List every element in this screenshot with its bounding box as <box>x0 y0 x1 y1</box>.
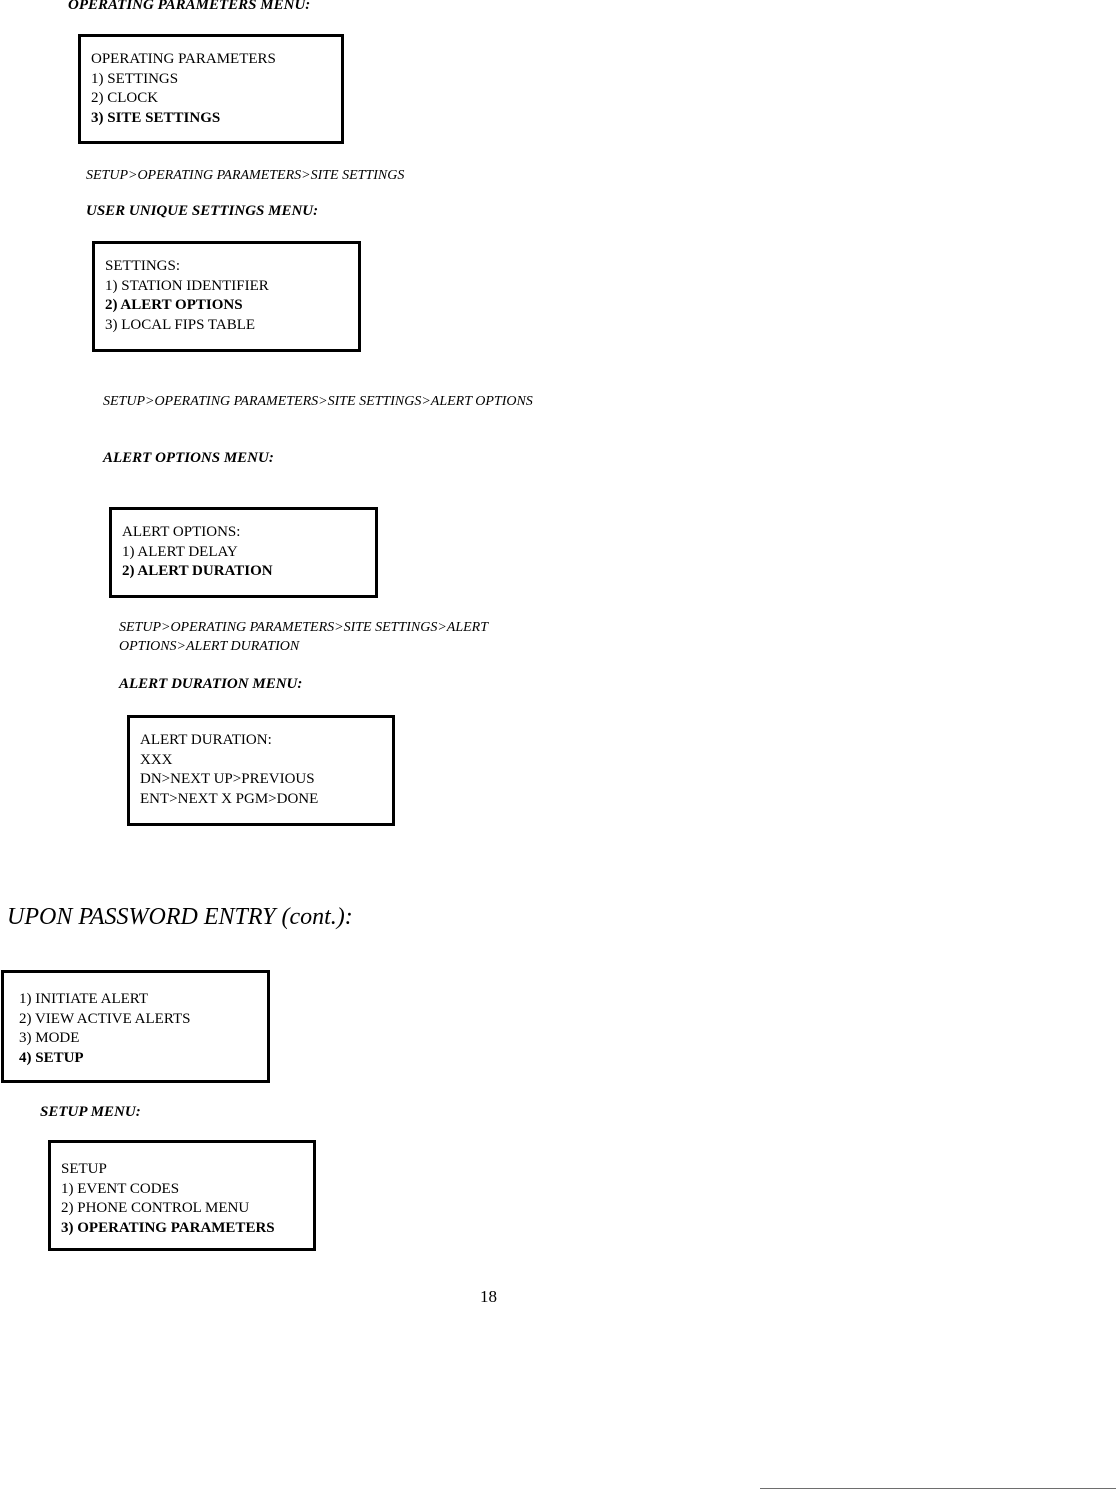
alert-options-breadcrumb <box>119 618 488 656</box>
operating-parameters-breadcrumb: SETUP>OPERATING PARAMETERS>SITE SETTINGS <box>86 168 405 183</box>
menu-line: ALERT OPTIONS: <box>122 524 241 540</box>
bottom-rule <box>760 1488 1116 1489</box>
user-unique-settings-menu-box <box>92 241 361 352</box>
page-number: 18 <box>480 1287 497 1306</box>
menu-line: XXX <box>140 751 173 768</box>
password-entry-title: UPON PASSWORD ENTRY (cont.): <box>7 904 353 930</box>
menu-line: 2) VIEW ACTIVE ALERTS <box>19 1010 191 1027</box>
operating-parameters-menu-heading: OPERATING PARAMETERS MENU: <box>68 0 311 13</box>
alert-options-breadcrumb-line-2: OPTIONS>ALERT DURATION <box>119 639 300 654</box>
menu-line: SETTINGS: <box>105 258 180 274</box>
alert-options-menu-heading: ALERT OPTIONS MENU: <box>103 450 274 466</box>
user-unique-settings-menu-heading: USER UNIQUE SETTINGS MENU: <box>86 203 319 219</box>
menu-line: ALERT DURATION: <box>140 732 272 748</box>
menu-line: 1) INITIATE ALERT <box>19 991 149 1007</box>
menu-item-selected: 2) ALERT DURATION <box>122 563 273 579</box>
alert-options-menu-box <box>109 507 378 598</box>
menu-line: 1) ALERT DELAY <box>122 543 238 560</box>
setup-menu-heading: SETUP MENU: <box>40 1104 141 1120</box>
user-unique-settings-breadcrumb: SETUP>OPERATING PARAMETERS>SITE SETTINGS>ALERT OPTIONS <box>103 394 533 409</box>
setup-menu-box <box>48 1140 316 1251</box>
menu-line: 2) CLOCK <box>91 90 159 106</box>
menu-line: 2) PHONE CONTROL MENU <box>61 1200 250 1216</box>
operating-parameters-menu-box <box>78 34 344 144</box>
menu-line: ENT>NEXT X PGM>DONE <box>140 790 319 807</box>
menu-item-selected: 4) SETUP <box>19 1049 84 1066</box>
password-entry-menu-box <box>1 970 270 1083</box>
menu-item-selected: 3) OPERATING PARAMETERS <box>61 1219 275 1236</box>
alert-duration-menu-box <box>127 715 395 826</box>
menu-line: 3) LOCAL FIPS TABLE <box>105 316 256 333</box>
menu-line: 3) MODE <box>19 1030 80 1046</box>
menu-line: 1) SETTINGS <box>91 70 179 87</box>
alert-duration-menu-heading: ALERT DURATION MENU: <box>119 676 303 692</box>
menu-item-selected: 3) SITE SETTINGS <box>91 109 221 126</box>
menu-item-selected: 2) ALERT OPTIONS <box>105 297 243 313</box>
menu-line: SETUP <box>61 1161 107 1177</box>
menu-line: OPERATING PARAMETERS <box>91 51 276 67</box>
menu-line: 1) STATION IDENTIFIER <box>105 277 269 294</box>
menu-line: 1) EVENT CODES <box>61 1180 180 1197</box>
menu-line: DN>NEXT UP>PREVIOUS <box>140 771 315 787</box>
alert-options-breadcrumb-line-1: SETUP>OPERATING PARAMETERS>SITE SETTINGS>ALERT <box>119 620 489 635</box>
